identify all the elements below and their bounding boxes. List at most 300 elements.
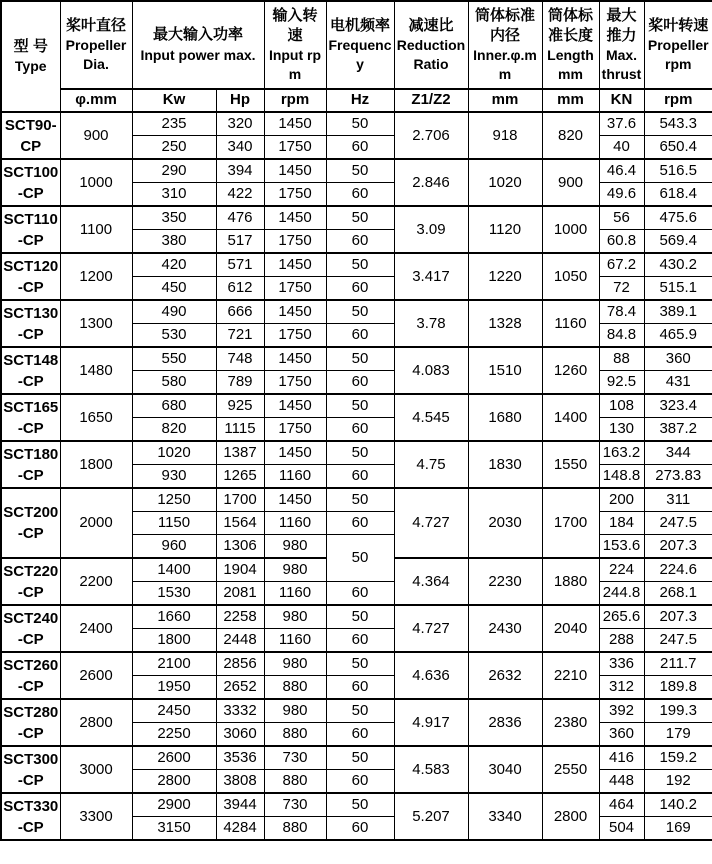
frequency-cell: 60 xyxy=(326,324,394,348)
kw-cell: 820 xyxy=(132,418,216,442)
max-thrust-cell: 108 xyxy=(599,394,644,418)
reduction-ratio-cell: 4.75 xyxy=(394,441,468,488)
propeller-dia-cell: 1300 xyxy=(60,300,132,347)
length-cell: 1700 xyxy=(542,488,599,558)
input-rpm-cell: 980 xyxy=(264,535,326,559)
hp-cell: 1700 xyxy=(216,488,264,512)
propeller-rpm-cell: 224.6 xyxy=(644,558,712,582)
input-rpm-cell: 730 xyxy=(264,793,326,817)
hp-cell: 1265 xyxy=(216,465,264,489)
header-frequency-en: Frequency xyxy=(328,37,392,73)
model-cell: SCT165-CP xyxy=(1,394,60,441)
table-row xyxy=(1,394,712,418)
max-thrust-cell: 92.5 xyxy=(599,371,644,395)
reduction-ratio-cell: 5.207 xyxy=(394,793,468,840)
reduction-ratio-cell: 4.917 xyxy=(394,699,468,746)
length-cell: 1550 xyxy=(542,441,599,488)
frequency-cell: 50 xyxy=(326,441,394,465)
header-inner-dia xyxy=(468,1,542,89)
propeller-rpm-cell: 569.4 xyxy=(644,230,712,254)
propeller-dia-cell: 2400 xyxy=(60,605,132,652)
max-thrust-cell: 504 xyxy=(599,817,644,841)
hp-cell: 3808 xyxy=(216,770,264,794)
input-rpm-cell: 1750 xyxy=(264,230,326,254)
propeller-rpm-cell: 311 xyxy=(644,488,712,512)
inner-dia-cell: 2430 xyxy=(468,605,542,652)
kw-cell: 930 xyxy=(132,465,216,489)
frequency-cell: 50 xyxy=(326,394,394,418)
model-cell: SCT280-CP xyxy=(1,699,60,746)
input-rpm-cell: 1450 xyxy=(264,112,326,136)
header-type-cn: 型 号 xyxy=(13,37,48,55)
frequency-cell: 50 xyxy=(326,699,394,723)
input-rpm-cell: 1450 xyxy=(264,300,326,324)
kw-cell: 450 xyxy=(132,277,216,301)
header-frequency xyxy=(326,1,394,89)
unit-length-mm: mm xyxy=(542,89,599,112)
header-propeller-dia-cn: 桨叶直径 xyxy=(65,16,126,34)
max-thrust-cell: 416 xyxy=(599,746,644,770)
unit-dia: φ.mm xyxy=(60,89,132,112)
hp-cell: 1564 xyxy=(216,512,264,535)
max-thrust-cell: 312 xyxy=(599,676,644,700)
header-reduction-ratio-cn: 减速比 xyxy=(408,16,454,34)
frequency-cell: 50 xyxy=(326,746,394,770)
input-rpm-cell: 1450 xyxy=(264,253,326,277)
hp-cell: 571 xyxy=(216,253,264,277)
propeller-rpm-cell: 192 xyxy=(644,770,712,794)
propeller-dia-cell: 1000 xyxy=(60,159,132,206)
kw-cell: 2800 xyxy=(132,770,216,794)
propeller-rpm-cell: 268.1 xyxy=(644,582,712,606)
propeller-rpm-cell: 618.4 xyxy=(644,183,712,207)
input-rpm-cell: 980 xyxy=(264,605,326,629)
input-rpm-cell: 1750 xyxy=(264,183,326,207)
propeller-rpm-cell: 199.3 xyxy=(644,699,712,723)
length-cell: 2550 xyxy=(542,746,599,793)
max-thrust-cell: 40 xyxy=(599,136,644,160)
hp-cell: 612 xyxy=(216,277,264,301)
length-cell: 1160 xyxy=(542,300,599,347)
length-cell: 1050 xyxy=(542,253,599,300)
kw-cell: 1530 xyxy=(132,582,216,606)
kw-cell: 235 xyxy=(132,112,216,136)
input-rpm-cell: 1750 xyxy=(264,277,326,301)
header-input-power-cn: 最大输入功率 xyxy=(152,26,243,44)
propeller-rpm-cell: 169 xyxy=(644,817,712,841)
kw-cell: 2600 xyxy=(132,746,216,770)
header-max-thrust xyxy=(599,1,644,89)
frequency-cell: 50 xyxy=(326,159,394,183)
frequency-cell: 50 xyxy=(326,206,394,230)
table-header xyxy=(1,1,712,112)
input-rpm-cell: 1160 xyxy=(264,629,326,653)
frequency-cell: 60 xyxy=(326,465,394,489)
max-thrust-cell: 288 xyxy=(599,629,644,653)
table-row xyxy=(1,488,712,512)
reduction-ratio-cell: 3.78 xyxy=(394,300,468,347)
header-max-thrust-en: Max. thrust xyxy=(601,47,642,83)
unit-prop-rpm: rpm xyxy=(644,89,712,112)
propeller-dia-cell: 900 xyxy=(60,112,132,159)
max-thrust-cell: 49.6 xyxy=(599,183,644,207)
hp-cell: 1115 xyxy=(216,418,264,442)
kw-cell: 290 xyxy=(132,159,216,183)
frequency-cell: 50 xyxy=(326,112,394,136)
table-row xyxy=(1,112,712,136)
frequency-cell: 60 xyxy=(326,723,394,747)
header-input-rpm-en: Input rpm xyxy=(268,47,322,83)
inner-dia-cell: 1020 xyxy=(468,159,542,206)
table-row xyxy=(1,206,712,230)
header-frequency-cn: 电机频率 xyxy=(329,16,390,34)
max-thrust-cell: 67.2 xyxy=(599,253,644,277)
hp-cell: 925 xyxy=(216,394,264,418)
input-rpm-cell: 1450 xyxy=(264,347,326,371)
table-row xyxy=(1,159,712,183)
frequency-cell: 60 xyxy=(326,582,394,606)
propeller-rpm-cell: 360 xyxy=(644,347,712,371)
inner-dia-cell: 3040 xyxy=(468,746,542,793)
frequency-cell: 50 xyxy=(326,652,394,676)
header-length-cn: 筒体标准长度 xyxy=(547,6,593,45)
propeller-rpm-cell: 515.1 xyxy=(644,277,712,301)
model-cell: SCT120-CP xyxy=(1,253,60,300)
max-thrust-cell: 448 xyxy=(599,770,644,794)
unit-kn: KN xyxy=(599,89,644,112)
hp-cell: 2856 xyxy=(216,652,264,676)
propeller-dia-cell: 1480 xyxy=(60,347,132,394)
model-cell: SCT200-CP xyxy=(1,488,60,558)
propeller-rpm-cell: 273.83 xyxy=(644,465,712,489)
table-row xyxy=(1,605,712,629)
frequency-cell: 60 xyxy=(326,230,394,254)
length-cell: 1260 xyxy=(542,347,599,394)
reduction-ratio-cell: 4.727 xyxy=(394,488,468,558)
propeller-rpm-cell: 475.6 xyxy=(644,206,712,230)
unit-input-rpm: rpm xyxy=(264,89,326,112)
model-cell: SCT260-CP xyxy=(1,652,60,699)
propeller-dia-cell: 1800 xyxy=(60,441,132,488)
kw-cell: 2450 xyxy=(132,699,216,723)
inner-dia-cell: 1830 xyxy=(468,441,542,488)
header-propeller-rpm-en: Propeller rpm xyxy=(647,37,709,73)
max-thrust-cell: 72 xyxy=(599,277,644,301)
kw-cell: 310 xyxy=(132,183,216,207)
reduction-ratio-cell: 4.636 xyxy=(394,652,468,699)
kw-cell: 250 xyxy=(132,136,216,160)
header-input-power-en: Input power max. xyxy=(140,46,256,63)
hp-cell: 3536 xyxy=(216,746,264,770)
unit-ratio: Z1/Z2 xyxy=(394,89,468,112)
propeller-dia-cell: 3000 xyxy=(60,746,132,793)
max-thrust-cell: 46.4 xyxy=(599,159,644,183)
unit-hz: Hz xyxy=(326,89,394,112)
hp-cell: 1306 xyxy=(216,535,264,559)
reduction-ratio-cell: 4.083 xyxy=(394,347,468,394)
propeller-dia-cell: 2600 xyxy=(60,652,132,699)
propeller-rpm-cell: 344 xyxy=(644,441,712,465)
inner-dia-cell: 2836 xyxy=(468,699,542,746)
hp-cell: 517 xyxy=(216,230,264,254)
input-rpm-cell: 1450 xyxy=(264,441,326,465)
header-input-rpm xyxy=(264,1,326,89)
kw-cell: 680 xyxy=(132,394,216,418)
propeller-rpm-cell: 189.8 xyxy=(644,676,712,700)
propeller-rpm-cell: 140.2 xyxy=(644,793,712,817)
input-rpm-cell: 880 xyxy=(264,723,326,747)
max-thrust-cell: 78.4 xyxy=(599,300,644,324)
input-rpm-cell: 1160 xyxy=(264,582,326,606)
input-rpm-cell: 1160 xyxy=(264,465,326,489)
input-rpm-cell: 1160 xyxy=(264,512,326,535)
length-cell: 1400 xyxy=(542,394,599,441)
model-cell: SCT300-CP xyxy=(1,746,60,793)
kw-cell: 1800 xyxy=(132,629,216,653)
inner-dia-cell: 918 xyxy=(468,112,542,159)
reduction-ratio-cell: 2.706 xyxy=(394,112,468,159)
frequency-cell: 50 xyxy=(326,253,394,277)
inner-dia-cell: 2030 xyxy=(468,488,542,558)
reduction-ratio-cell: 4.727 xyxy=(394,605,468,652)
inner-dia-cell: 1510 xyxy=(468,347,542,394)
inner-dia-cell: 2230 xyxy=(468,558,542,605)
input-rpm-cell: 980 xyxy=(264,558,326,582)
table-row xyxy=(1,300,712,324)
hp-cell: 2652 xyxy=(216,676,264,700)
kw-cell: 960 xyxy=(132,535,216,559)
propeller-rpm-cell: 431 xyxy=(644,371,712,395)
propeller-rpm-cell: 247.5 xyxy=(644,512,712,535)
model-cell: SCT240-CP xyxy=(1,605,60,652)
max-thrust-cell: 224 xyxy=(599,558,644,582)
table-row xyxy=(1,746,712,770)
header-reduction-ratio xyxy=(394,1,468,89)
model-cell: SCT110-CP xyxy=(1,206,60,253)
max-thrust-cell: 265.6 xyxy=(599,605,644,629)
frequency-cell: 50 xyxy=(326,535,394,582)
reduction-ratio-cell: 4.364 xyxy=(394,558,468,605)
input-rpm-cell: 980 xyxy=(264,652,326,676)
input-rpm-cell: 1450 xyxy=(264,159,326,183)
inner-dia-cell: 3340 xyxy=(468,793,542,840)
header-input-power xyxy=(132,1,264,89)
frequency-cell: 60 xyxy=(326,277,394,301)
max-thrust-cell: 336 xyxy=(599,652,644,676)
model-cell: SCT330-CP xyxy=(1,793,60,840)
hp-cell: 3060 xyxy=(216,723,264,747)
propeller-rpm-cell: 650.4 xyxy=(644,136,712,160)
length-cell: 2210 xyxy=(542,652,599,699)
header-propeller-dia xyxy=(60,1,132,89)
input-rpm-cell: 730 xyxy=(264,746,326,770)
kw-cell: 490 xyxy=(132,300,216,324)
header-max-thrust-cn: 最大推力 xyxy=(606,6,637,45)
input-rpm-cell: 880 xyxy=(264,770,326,794)
max-thrust-cell: 60.8 xyxy=(599,230,644,254)
inner-dia-cell: 1680 xyxy=(468,394,542,441)
input-rpm-cell: 1450 xyxy=(264,394,326,418)
hp-cell: 340 xyxy=(216,136,264,160)
model-cell: SCT148-CP xyxy=(1,347,60,394)
hp-cell: 1904 xyxy=(216,558,264,582)
max-thrust-cell: 200 xyxy=(599,488,644,512)
header-type-en: Type xyxy=(14,58,47,75)
propeller-rpm-cell: 387.2 xyxy=(644,418,712,442)
table-row xyxy=(1,347,712,371)
propeller-rpm-cell: 543.3 xyxy=(644,112,712,136)
propeller-rpm-cell: 516.5 xyxy=(644,159,712,183)
hp-cell: 394 xyxy=(216,159,264,183)
kw-cell: 420 xyxy=(132,253,216,277)
propeller-rpm-cell: 159.2 xyxy=(644,746,712,770)
max-thrust-cell: 88 xyxy=(599,347,644,371)
input-rpm-cell: 1450 xyxy=(264,206,326,230)
model-cell: SCT90-CP xyxy=(1,112,60,159)
frequency-cell: 50 xyxy=(326,300,394,324)
hp-cell: 666 xyxy=(216,300,264,324)
reduction-ratio-cell: 4.583 xyxy=(394,746,468,793)
hp-cell: 422 xyxy=(216,183,264,207)
header-input-rpm-cn: 输入转速 xyxy=(272,6,318,45)
table-row xyxy=(1,699,712,723)
length-cell: 1000 xyxy=(542,206,599,253)
table-body xyxy=(1,112,712,840)
hp-cell: 789 xyxy=(216,371,264,395)
propeller-rpm-cell: 430.2 xyxy=(644,253,712,277)
header-inner-dia-en: Inner.φ.mm xyxy=(473,47,537,83)
model-cell: SCT130-CP xyxy=(1,300,60,347)
hp-cell: 2258 xyxy=(216,605,264,629)
reduction-ratio-cell: 4.545 xyxy=(394,394,468,441)
header-length xyxy=(542,1,599,89)
input-rpm-cell: 1750 xyxy=(264,324,326,348)
propeller-dia-cell: 2000 xyxy=(60,488,132,558)
hp-cell: 476 xyxy=(216,206,264,230)
propeller-rpm-cell: 323.4 xyxy=(644,394,712,418)
reduction-ratio-cell: 3.417 xyxy=(394,253,468,300)
kw-cell: 1950 xyxy=(132,676,216,700)
kw-cell: 1660 xyxy=(132,605,216,629)
model-cell: SCT220-CP xyxy=(1,558,60,605)
length-cell: 820 xyxy=(542,112,599,159)
propeller-dia-cell: 1200 xyxy=(60,253,132,300)
hp-cell: 748 xyxy=(216,347,264,371)
hp-cell: 2081 xyxy=(216,582,264,606)
max-thrust-cell: 84.8 xyxy=(599,324,644,348)
kw-cell: 2100 xyxy=(132,652,216,676)
input-rpm-cell: 880 xyxy=(264,676,326,700)
unit-kw: Kw xyxy=(132,89,216,112)
header-reduction-ratio-en: Reduction Ratio xyxy=(396,37,466,73)
frequency-cell: 60 xyxy=(326,770,394,794)
hp-cell: 3332 xyxy=(216,699,264,723)
hp-cell: 3944 xyxy=(216,793,264,817)
propeller-rpm-cell: 207.3 xyxy=(644,535,712,559)
propeller-dia-cell: 1650 xyxy=(60,394,132,441)
reduction-ratio-cell: 2.846 xyxy=(394,159,468,206)
propeller-rpm-cell: 465.9 xyxy=(644,324,712,348)
hp-cell: 4284 xyxy=(216,817,264,841)
kw-cell: 1150 xyxy=(132,512,216,535)
input-rpm-cell: 1450 xyxy=(264,488,326,512)
max-thrust-cell: 360 xyxy=(599,723,644,747)
propeller-dia-cell: 3300 xyxy=(60,793,132,840)
kw-cell: 2250 xyxy=(132,723,216,747)
propeller-rpm-cell: 207.3 xyxy=(644,605,712,629)
max-thrust-cell: 184 xyxy=(599,512,644,535)
header-propeller-rpm-cn: 桨叶转速 xyxy=(648,16,709,34)
length-cell: 1880 xyxy=(542,558,599,605)
frequency-cell: 60 xyxy=(326,136,394,160)
frequency-cell: 60 xyxy=(326,629,394,653)
kw-cell: 1400 xyxy=(132,558,216,582)
inner-dia-cell: 1220 xyxy=(468,253,542,300)
table-row xyxy=(1,441,712,465)
max-thrust-cell: 56 xyxy=(599,206,644,230)
header-propeller-dia-en: Propeller Dia. xyxy=(65,37,127,73)
max-thrust-cell: 153.6 xyxy=(599,535,644,559)
max-thrust-cell: 244.8 xyxy=(599,582,644,606)
kw-cell: 3150 xyxy=(132,817,216,841)
inner-dia-cell: 2632 xyxy=(468,652,542,699)
max-thrust-cell: 163.2 xyxy=(599,441,644,465)
max-thrust-cell: 464 xyxy=(599,793,644,817)
frequency-cell: 50 xyxy=(326,488,394,512)
header-inner-dia-cn: 筒体标准内径 xyxy=(474,6,535,45)
inner-dia-cell: 1120 xyxy=(468,206,542,253)
length-cell: 2380 xyxy=(542,699,599,746)
kw-cell: 550 xyxy=(132,347,216,371)
unit-inner-mm: mm xyxy=(468,89,542,112)
table-row xyxy=(1,253,712,277)
header-propeller-rpm xyxy=(644,1,712,89)
input-rpm-cell: 1750 xyxy=(264,371,326,395)
hp-cell: 1387 xyxy=(216,441,264,465)
frequency-cell: 60 xyxy=(326,817,394,841)
kw-cell: 580 xyxy=(132,371,216,395)
input-rpm-cell: 980 xyxy=(264,699,326,723)
kw-cell: 530 xyxy=(132,324,216,348)
frequency-cell: 60 xyxy=(326,183,394,207)
length-cell: 2040 xyxy=(542,605,599,652)
frequency-cell: 50 xyxy=(326,347,394,371)
kw-cell: 380 xyxy=(132,230,216,254)
frequency-cell: 60 xyxy=(326,676,394,700)
kw-cell: 1020 xyxy=(132,441,216,465)
unit-hp: Hp xyxy=(216,89,264,112)
max-thrust-cell: 148.8 xyxy=(599,465,644,489)
propeller-dia-cell: 1100 xyxy=(60,206,132,253)
input-rpm-cell: 1750 xyxy=(264,418,326,442)
hp-cell: 2448 xyxy=(216,629,264,653)
model-cell: SCT180-CP xyxy=(1,441,60,488)
input-rpm-cell: 1750 xyxy=(264,136,326,160)
inner-dia-cell: 1328 xyxy=(468,300,542,347)
propeller-rpm-cell: 211.7 xyxy=(644,652,712,676)
table-row xyxy=(1,652,712,676)
length-cell: 2800 xyxy=(542,793,599,840)
input-rpm-cell: 880 xyxy=(264,817,326,841)
frequency-cell: 60 xyxy=(326,371,394,395)
kw-cell: 350 xyxy=(132,206,216,230)
propeller-dia-cell: 2200 xyxy=(60,558,132,605)
propeller-rpm-cell: 247.5 xyxy=(644,629,712,653)
length-cell: 900 xyxy=(542,159,599,206)
kw-cell: 2900 xyxy=(132,793,216,817)
header-type xyxy=(1,1,60,112)
header-length-en: Length mm xyxy=(547,47,594,83)
